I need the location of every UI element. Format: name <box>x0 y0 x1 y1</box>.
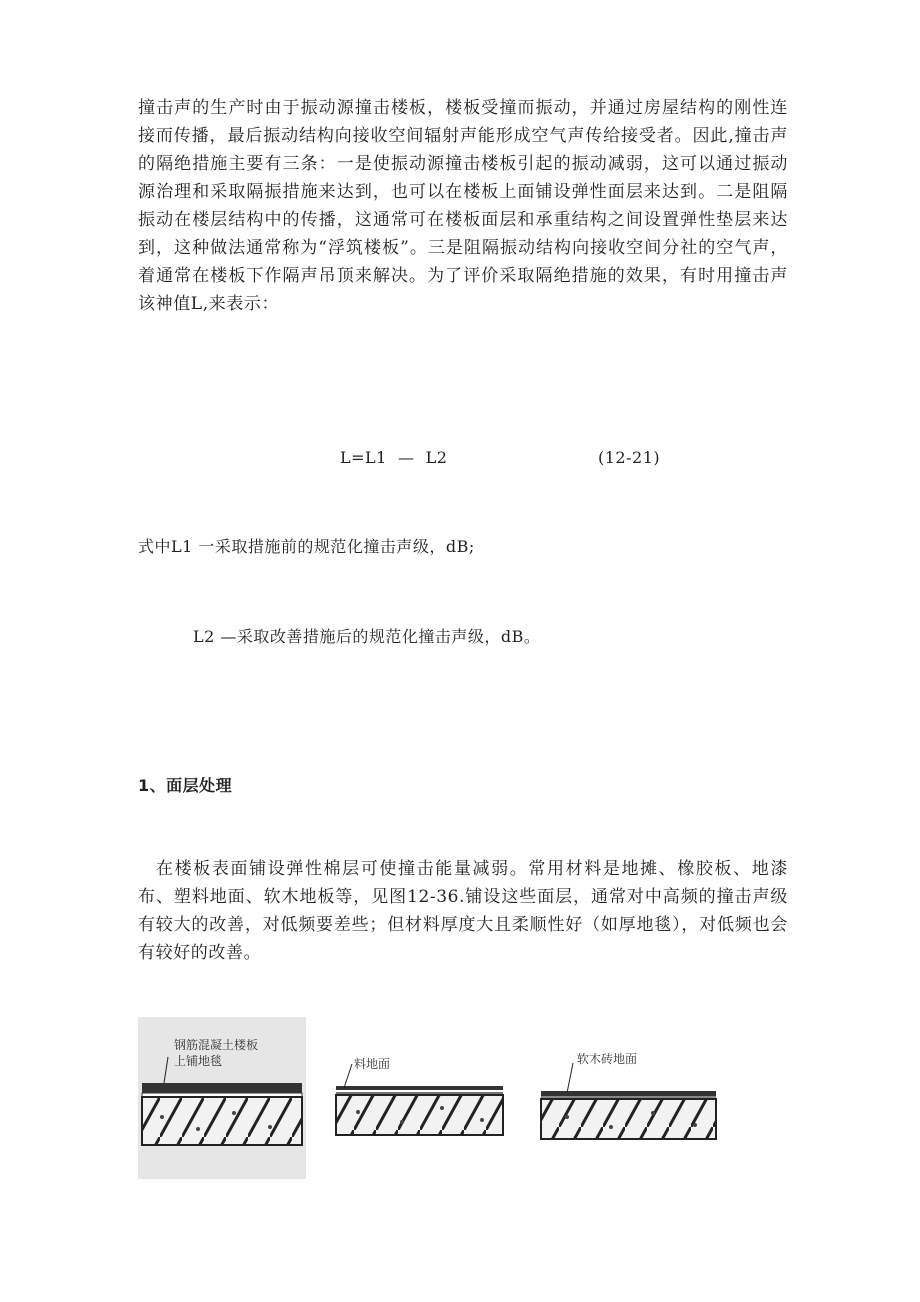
figure-plastic-floor <box>332 1050 507 1156</box>
figure-label <box>174 1037 258 1069</box>
figure-carpet-floor <box>138 1017 306 1179</box>
section-heading: 1、面层处理 <box>138 776 233 795</box>
figure-label <box>354 1056 390 1072</box>
intro-paragraph: 撞击声的生产时由于振动源撞击楼板，楼板受撞而振动，并通过房屋结构的刚性连接而传播，最后振动结构向接收空间辐射声能形成空气声传给接受者。因此,撞击声的隔绝措施主要有三条：一是使振动源撞击楼板引起的振动减弱，这可以通过振动源治理和采取隔振措施来达到，也可以在楼板上面铺设弹性面层来达到。二是阻隔振动在楼层结构中的传播，这通常可在楼板面层和承重结构之间设置弹性垫层来达到，这种做法通常称为“浮筑楼板”。三是阻隔振动结构向接收空间分社的空气声，着通常在楼板下作隔声吊顶来解决。为了评价采取隔绝措施的效果，有时用撞击声该神值L,来表示： <box>138 98 788 314</box>
definition-l1: 式中L1 一采取措施前的规范化撞击声级，dB; <box>138 537 475 556</box>
figure-label-line: 钢筋混凝土楼板 <box>174 1038 259 1052</box>
figure-label <box>577 1051 637 1067</box>
figure-label-line: 料地面 <box>354 1057 391 1071</box>
formula-number: (12-21) <box>598 448 661 467</box>
surface-treatment-paragraph: 在楼板表面铺设弹性棉层可使撞击能量减弱。常用材料是地摊、橡胶板、地漆布、塑料地面、软木地板等，见图12-36.铺设这些面层，通常对中高频的撞击声级有较大的改善，对低频要差些；但材料厚度大且柔顺性好（如厚地毯），对低频也会有较好的改善。 <box>138 859 788 963</box>
definition-l2: L2 —采取改善措施后的规范化撞击声级，dB。 <box>193 627 541 646</box>
figure-label-line: 上铺地毯 <box>174 1054 223 1068</box>
figure-label-line: 软木砖地面 <box>577 1052 638 1066</box>
formula-expression: L=L1 — L2 <box>340 448 448 467</box>
figure-cork-floor <box>537 1047 720 1159</box>
